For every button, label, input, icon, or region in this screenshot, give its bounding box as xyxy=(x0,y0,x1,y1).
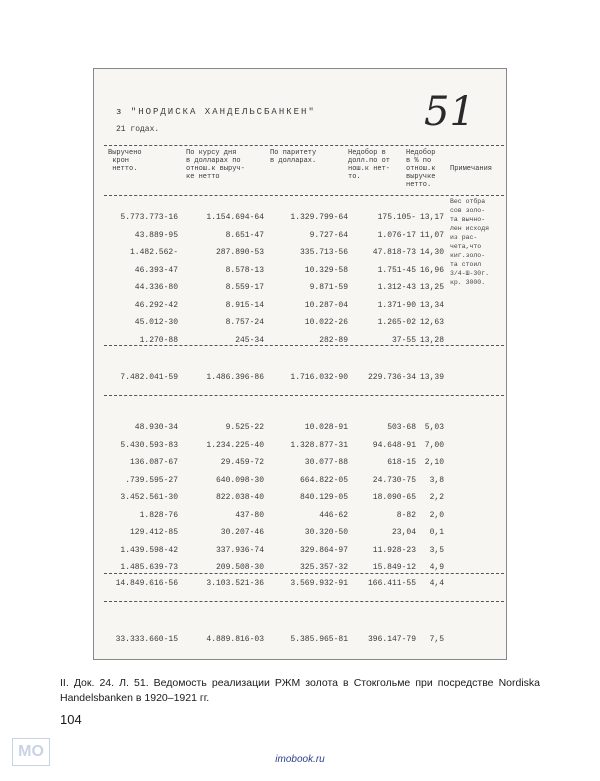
table-row xyxy=(94,511,506,525)
table-row xyxy=(94,213,506,227)
table-cell: 3.569.932-91 xyxy=(290,579,348,588)
table-cell: 9.871-59 xyxy=(309,283,348,292)
figure-caption: II. Док. 24. Л. 51. Ведомость реализации РЖМ золота в Стокгольме при посредстве Nordiska Handelsbanken в 1920–1921 гг. xyxy=(60,677,540,704)
handwritten-page-number: 51 xyxy=(424,89,475,135)
page-number: 104 xyxy=(60,712,82,727)
table-cell: 14,30 xyxy=(419,248,444,257)
table-cell: 1.716.032-90 xyxy=(290,373,348,382)
table-cell: 1.486.396-86 xyxy=(206,373,264,382)
table-cell: 1.328.877-31 xyxy=(290,440,348,450)
rule-header-bottom xyxy=(104,195,504,196)
table-cell: 46.292-42 xyxy=(134,300,178,310)
table-cell: 47.818-73 xyxy=(372,248,416,257)
table-cell: 1.485.639-73 xyxy=(120,563,178,572)
document-subheader: 21 годах. xyxy=(116,125,160,134)
document-header: з "НОРДИСКА ХАНДЕЛЬСБАНКЕН" xyxy=(116,107,316,117)
table-cell: 8.651-47 xyxy=(225,230,264,240)
table-cell: 1.154.694-64 xyxy=(206,213,264,222)
table-cell: 8.559-17 xyxy=(225,283,264,292)
archival-document-scan xyxy=(93,68,507,660)
table-row xyxy=(94,476,506,490)
table-cell: 5.430.593-83 xyxy=(120,440,178,450)
site-link[interactable]: imobook.ru xyxy=(275,754,325,765)
total-row xyxy=(94,635,506,649)
table-row xyxy=(94,283,506,297)
table-cell: 13,25 xyxy=(419,283,444,292)
table-row xyxy=(94,563,506,577)
subtotal-row xyxy=(94,579,506,593)
table-cell: 3,5 xyxy=(429,545,444,555)
table-cell: 13,34 xyxy=(419,300,444,310)
table-cell: 175.105- xyxy=(377,213,416,222)
table-cell: 1.265-02 xyxy=(377,318,416,327)
table-cell: 33.333.660-15 xyxy=(115,635,178,644)
subtotal-row xyxy=(94,373,506,387)
table-cell: 1.371-90 xyxy=(377,300,416,310)
table-cell: 13,17 xyxy=(419,213,444,222)
rule-subtotal1-bottom xyxy=(104,395,504,396)
table-row xyxy=(94,248,506,262)
table-cell: 8.757-24 xyxy=(225,318,264,327)
table-cell: 503-68 xyxy=(387,423,416,432)
table-cell: 840.129-05 xyxy=(299,493,348,502)
table-cell: 29.459-72 xyxy=(220,458,264,467)
rule-subtotal2-bottom xyxy=(104,601,504,602)
table-cell: 37-55 xyxy=(391,335,416,345)
table-cell: 166.411-55 xyxy=(367,579,416,588)
table-cell: 16,96 xyxy=(419,265,444,275)
table-cell: 1.270-88 xyxy=(139,335,178,345)
table-cell: 446-62 xyxy=(319,510,348,520)
table-cell: 1.234.225-40 xyxy=(206,440,264,450)
col-header-notes: Примечания xyxy=(450,165,493,173)
table-cell: 24.730-75 xyxy=(372,475,416,485)
table-cell: 1.076-17 xyxy=(377,230,416,240)
table-cell: 245-34 xyxy=(235,335,264,345)
table-cell: 30.320-50 xyxy=(304,528,348,537)
table-cell: 11,07 xyxy=(419,230,444,240)
col-header-shortfall-pct: Недобор в % по отнош.к выручке нетто. xyxy=(406,149,436,189)
table-cell: 1.828-76 xyxy=(139,510,178,520)
table-cell: 13,28 xyxy=(419,335,444,345)
table-cell: 43.889-95 xyxy=(134,230,178,240)
table-cell: 3.452.561-30 xyxy=(120,493,178,502)
rule-group2-bottom xyxy=(104,573,504,574)
col-header-kroner: Выручено крон нетто. xyxy=(108,149,142,173)
table-cell: 618-15 xyxy=(387,458,416,467)
table-cell: 1.482.562- xyxy=(129,248,178,257)
publisher-logo: МО xyxy=(12,738,50,766)
table-cell: 18.090-65 xyxy=(372,493,416,502)
rule-top xyxy=(104,145,504,146)
table-cell: 8.915-14 xyxy=(225,300,264,310)
table-row xyxy=(94,546,506,560)
table-cell: 7.482.041-59 xyxy=(120,373,178,382)
table-cell: 23,04 xyxy=(391,528,416,537)
table-cell: 9.525-22 xyxy=(225,423,264,432)
table-cell: 46.393-47 xyxy=(134,265,178,275)
table-cell: 2,2 xyxy=(429,493,444,502)
table-cell: 5.773.773-16 xyxy=(120,213,178,222)
table-cell: 5,03 xyxy=(424,423,444,432)
table-cell: 30.077-88 xyxy=(304,458,348,467)
table-cell: 12,63 xyxy=(419,318,444,327)
table-cell: 136.087-67 xyxy=(129,458,178,467)
table-cell: 1.751-45 xyxy=(377,265,416,275)
table-cell: 5.385.965-81 xyxy=(290,635,348,644)
table-row xyxy=(94,423,506,437)
table-row xyxy=(94,493,506,507)
table-row xyxy=(94,301,506,315)
table-row xyxy=(94,528,506,542)
table-cell: .739.595-27 xyxy=(125,475,178,485)
table-cell: 10.022-26 xyxy=(304,318,348,327)
table-cell: 287.890-53 xyxy=(215,248,264,257)
table-cell: 0,1 xyxy=(429,528,444,537)
table-cell: 10.287-04 xyxy=(304,300,348,310)
table-cell: 325.357-32 xyxy=(299,563,348,572)
table-cell: 48.930-34 xyxy=(134,423,178,432)
table-cell: 229.736-34 xyxy=(367,373,416,382)
table-cell: 30.207-46 xyxy=(220,528,264,537)
table-cell: 9.727-64 xyxy=(309,230,348,240)
col-header-shortfall: Недобор в долл.по от нош.к нет- то. xyxy=(348,149,391,181)
table-cell: 94.648-91 xyxy=(372,440,416,450)
table-cell: 8.578-13 xyxy=(225,265,264,275)
table-cell: 1.329.799-64 xyxy=(290,213,348,222)
table-cell: 822.038-40 xyxy=(215,493,264,502)
table-cell: 396.147-79 xyxy=(367,635,416,644)
table-cell: 7,00 xyxy=(424,440,444,450)
col-header-parity: По паритету в долларах. xyxy=(270,149,317,165)
table-cell: 3,8 xyxy=(429,475,444,485)
table-row xyxy=(94,231,506,245)
table-cell: 1.312-43 xyxy=(377,283,416,292)
table-cell: 10.329-58 xyxy=(304,265,348,275)
table-cell: 437-80 xyxy=(235,510,264,520)
table-cell: 7,5 xyxy=(429,635,444,644)
table-cell: 14.849.616-56 xyxy=(115,579,178,588)
table-row xyxy=(94,336,506,350)
table-cell: 4,9 xyxy=(429,563,444,572)
table-cell: 337.936-74 xyxy=(215,545,264,555)
table-cell: 209.508-30 xyxy=(215,563,264,572)
table-cell: 15.849-12 xyxy=(372,563,416,572)
table-cell: 3.103.521-36 xyxy=(206,579,264,588)
col-header-rate: По курсу дня в долларах по отнош.к выруч- ке нетто xyxy=(186,149,245,181)
table-cell: 282-89 xyxy=(319,335,348,345)
table-cell: 13,39 xyxy=(419,373,444,382)
table-cell: 129.412-85 xyxy=(129,528,178,537)
table-row xyxy=(94,266,506,280)
table-row xyxy=(94,458,506,472)
table-cell: 4.889.816-03 xyxy=(206,635,264,644)
table-cell: 2,10 xyxy=(424,458,444,467)
margin-note: Вес отбра сов золо- та вычно- лен исходя из рас- чета,что киг.золо- та стоил 3/4-Ш-30г. кр. 3000. xyxy=(450,198,490,286)
table-cell: 10.028-91 xyxy=(304,423,348,432)
table-cell: 2,0 xyxy=(429,510,444,520)
table-row xyxy=(94,318,506,332)
table-cell: 8-82 xyxy=(396,510,416,520)
table-cell: 1.439.598-42 xyxy=(120,545,178,555)
table-cell: 4,4 xyxy=(429,579,444,588)
table-cell: 329.864-97 xyxy=(299,545,348,555)
table-cell: 11.928-23 xyxy=(372,545,416,555)
table-cell: 640.098-30 xyxy=(215,475,264,485)
table-row xyxy=(94,441,506,455)
table-cell: 44.336-80 xyxy=(134,283,178,292)
rule-group1-bottom xyxy=(104,345,504,346)
table-cell: 335.713-56 xyxy=(299,248,348,257)
table-cell: 45.012-30 xyxy=(134,318,178,327)
table-cell: 664.822-05 xyxy=(299,475,348,485)
